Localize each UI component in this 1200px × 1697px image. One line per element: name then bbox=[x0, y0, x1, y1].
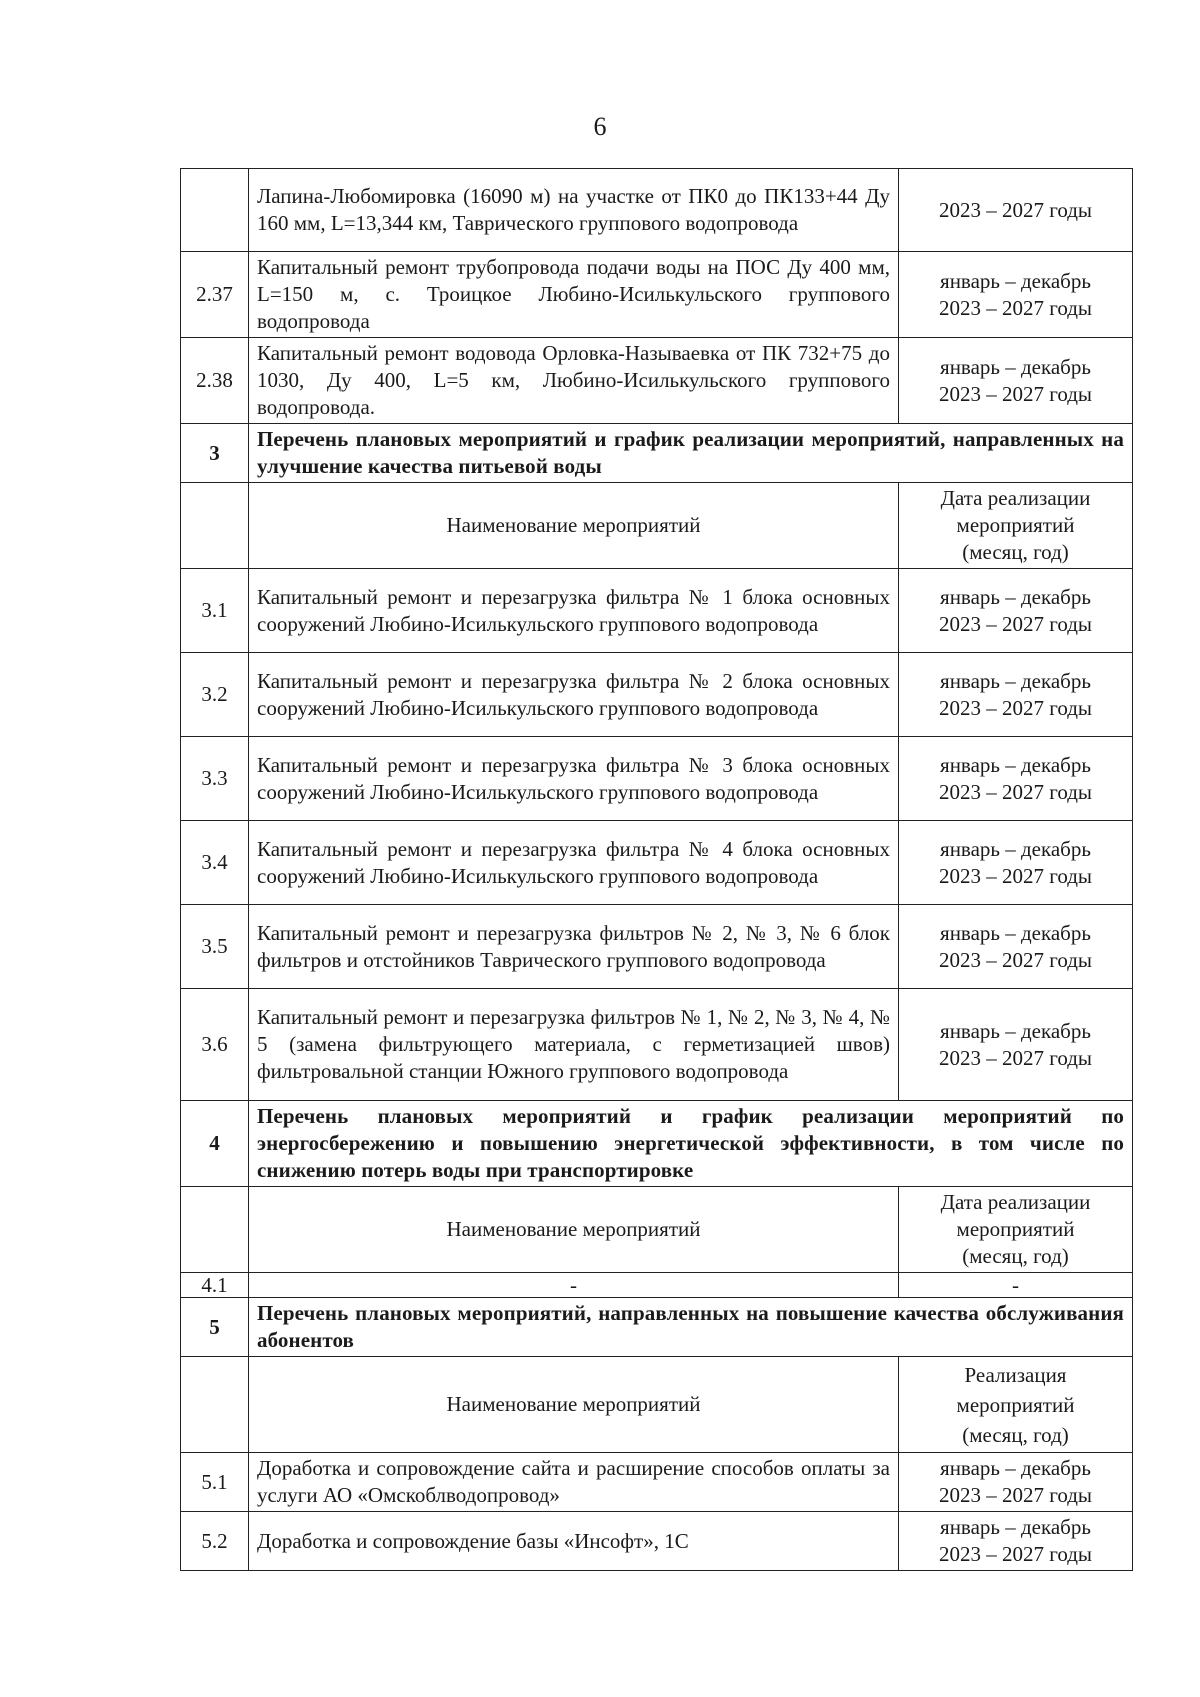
measure-date bbox=[899, 338, 1133, 424]
section-title: Перечень плановых мероприятий и график реализации мероприятий, направленных на улучшение качества питьевой воды bbox=[249, 424, 1133, 483]
measure-description: Капитальный ремонт и перезагрузка фильтра № 3 блока основных сооружений Любино-Исилькульского группового водопровода bbox=[249, 737, 899, 821]
table-row bbox=[181, 1512, 1133, 1571]
column-header-name: Наименование мероприятий bbox=[249, 1357, 899, 1453]
section-number: 5 bbox=[181, 1298, 249, 1357]
column-header-name: Наименование мероприятий bbox=[249, 1187, 899, 1273]
measure-description: Доработка и сопровождение сайта и расширение способов оплаты за услуги АО «Омскоблводопровод» bbox=[249, 1453, 899, 1512]
measure-date bbox=[899, 737, 1133, 821]
date-period: январь – декабрь bbox=[940, 668, 1091, 693]
measure-date: 2023 – 2027 годы bbox=[899, 169, 1133, 252]
row-number-cell bbox=[181, 483, 249, 569]
date-years: 2023 – 2027 годы bbox=[938, 863, 1093, 888]
date-period: январь – декабрь bbox=[940, 920, 1091, 945]
row-number: 2.38 bbox=[181, 338, 249, 424]
column-header-date bbox=[899, 483, 1133, 569]
measure-date bbox=[899, 569, 1133, 653]
row-number: 4.1 bbox=[181, 1273, 249, 1298]
measure-description: - bbox=[249, 1273, 899, 1298]
measure-description: Доработка и сопровождение базы «Инсофт», 1С bbox=[249, 1512, 899, 1571]
date-years: 2023 – 2027 годы bbox=[938, 779, 1093, 804]
date-years: 2023 – 2027 годы bbox=[938, 295, 1093, 320]
measure-description: Капитальный ремонт и перезагрузка фильтра № 4 блока основных сооружений Любино-Исилькульского группового водопровода bbox=[249, 821, 899, 905]
measure-date bbox=[899, 1512, 1133, 1571]
measures-table bbox=[180, 168, 1133, 1571]
page-number: 6 bbox=[593, 112, 607, 141]
date-period: январь – декабрь bbox=[940, 1456, 1091, 1480]
table-row bbox=[181, 1453, 1133, 1512]
measure-date bbox=[899, 821, 1133, 905]
table-row bbox=[181, 252, 1133, 338]
header-date-line: мероприятий bbox=[956, 513, 1075, 537]
row-number: 3.2 bbox=[181, 653, 249, 737]
table-row bbox=[181, 737, 1133, 821]
measure-date bbox=[899, 989, 1133, 1101]
row-number: 2.37 bbox=[181, 252, 249, 338]
measure-date bbox=[899, 905, 1133, 989]
column-header-name: Наименование мероприятий bbox=[249, 483, 899, 569]
table-row bbox=[181, 338, 1133, 424]
date-years: 2023 – 2027 годы bbox=[938, 1045, 1093, 1070]
date-period: январь – декабрь bbox=[940, 1018, 1091, 1043]
section-row bbox=[181, 424, 1133, 483]
table-row bbox=[181, 821, 1133, 905]
measure-description: Капитальный ремонт и перезагрузка фильтров № 1, № 2, № 3, № 4, № 5 (замена фильтрующего материала, с герметизацией швов) фильтровальной станции Южного группового водопровода bbox=[249, 989, 899, 1101]
measure-date: - bbox=[899, 1273, 1133, 1298]
header-date-line: Реализация bbox=[964, 1362, 1067, 1387]
measure-date bbox=[899, 1453, 1133, 1512]
measure-date bbox=[899, 653, 1133, 737]
date-years: 2023 – 2027 годы bbox=[938, 1542, 1093, 1566]
column-header-row bbox=[181, 1187, 1133, 1273]
section-row bbox=[181, 1298, 1133, 1357]
measure-description: Капитальный ремонт и перезагрузка фильтра № 1 блока основных сооружений Любино-Исилькульского группового водопровода bbox=[249, 569, 899, 653]
row-number: 5.1 bbox=[181, 1453, 249, 1512]
column-header-row bbox=[181, 1357, 1133, 1453]
row-number: 3.3 bbox=[181, 737, 249, 821]
column-header-date bbox=[899, 1357, 1133, 1453]
date-years: 2023 – 2027 годы bbox=[938, 611, 1093, 636]
header-date-line: мероприятий bbox=[956, 1392, 1075, 1417]
measure-description: Капитальный ремонт и перезагрузка фильтров № 2, № 3, № 6 блок фильтров и отстойников Таврического группового водопровода bbox=[249, 905, 899, 989]
row-number: 5.2 bbox=[181, 1512, 249, 1571]
column-header-row bbox=[181, 483, 1133, 569]
header-date-line: (месяц, год) bbox=[962, 1422, 1069, 1447]
date-period: январь – декабрь bbox=[940, 354, 1091, 379]
section-number: 4 bbox=[181, 1101, 249, 1187]
date-years: 2023 – 2027 годы bbox=[938, 947, 1093, 972]
measure-description: Лапина-Любомировка (16090 м) на участке от ПК0 до ПК133+44 Ду 160 мм, L=13,344 км, Таврического группового водопровода bbox=[249, 169, 899, 252]
row-number-cell bbox=[181, 169, 249, 252]
measure-description: Капитальный ремонт и перезагрузка фильтра № 2 блока основных сооружений Любино-Исилькульского группового водопровода bbox=[249, 653, 899, 737]
section-title: Перечень плановых мероприятий и график реализации мероприятий по энергосбережению и повышению энергетической эффективности, в том числе по снижению потерь воды при транспортировке bbox=[249, 1101, 1133, 1187]
column-header-date bbox=[899, 1187, 1133, 1273]
row-number-cell bbox=[181, 1357, 249, 1453]
measure-date bbox=[899, 252, 1133, 338]
header-date-line: Дата реализации bbox=[940, 1190, 1091, 1214]
date-years: 2023 – 2027 годы bbox=[938, 695, 1093, 720]
table-row bbox=[181, 169, 1133, 252]
date-years: 2023 – 2027 годы bbox=[938, 381, 1093, 406]
header-date-line: (месяц, год) bbox=[962, 540, 1069, 564]
date-period: январь – декабрь bbox=[940, 752, 1091, 777]
section-number: 3 bbox=[181, 424, 249, 483]
row-number: 3.1 bbox=[181, 569, 249, 653]
date-period: январь – декабрь bbox=[940, 268, 1091, 293]
row-number: 3.4 bbox=[181, 821, 249, 905]
table-row bbox=[181, 653, 1133, 737]
date-years: 2023 – 2027 годы bbox=[938, 1483, 1093, 1507]
header-date-line: Дата реализации bbox=[940, 486, 1091, 510]
measure-description: Капитальный ремонт водовода Орловка-Называевка от ПК 732+75 до 1030, Ду 400, L=5 км, Любино-Исилькульского группового водопровода. bbox=[249, 338, 899, 424]
header-date-line: (месяц, год) bbox=[962, 1244, 1069, 1268]
row-number: 3.6 bbox=[181, 989, 249, 1101]
table-row bbox=[181, 989, 1133, 1101]
section-row bbox=[181, 1101, 1133, 1187]
measure-description: Капитальный ремонт трубопровода подачи воды на ПОС Ду 400 мм, L=150 м, с. Троицкое Любино-Исилькульского группового водопровода bbox=[249, 252, 899, 338]
date-period: январь – декабрь bbox=[940, 836, 1091, 861]
table-row bbox=[181, 1273, 1133, 1298]
date-period: январь – декабрь bbox=[940, 1515, 1091, 1539]
header-date-line: мероприятий bbox=[956, 1217, 1075, 1241]
section-title: Перечень плановых мероприятий, направленных на повышение качества обслуживания абонентов bbox=[249, 1298, 1133, 1357]
row-number-cell bbox=[181, 1187, 249, 1273]
row-number: 3.5 bbox=[181, 905, 249, 989]
table-row bbox=[181, 569, 1133, 653]
table-row bbox=[181, 905, 1133, 989]
date-period: январь – декабрь bbox=[940, 584, 1091, 609]
